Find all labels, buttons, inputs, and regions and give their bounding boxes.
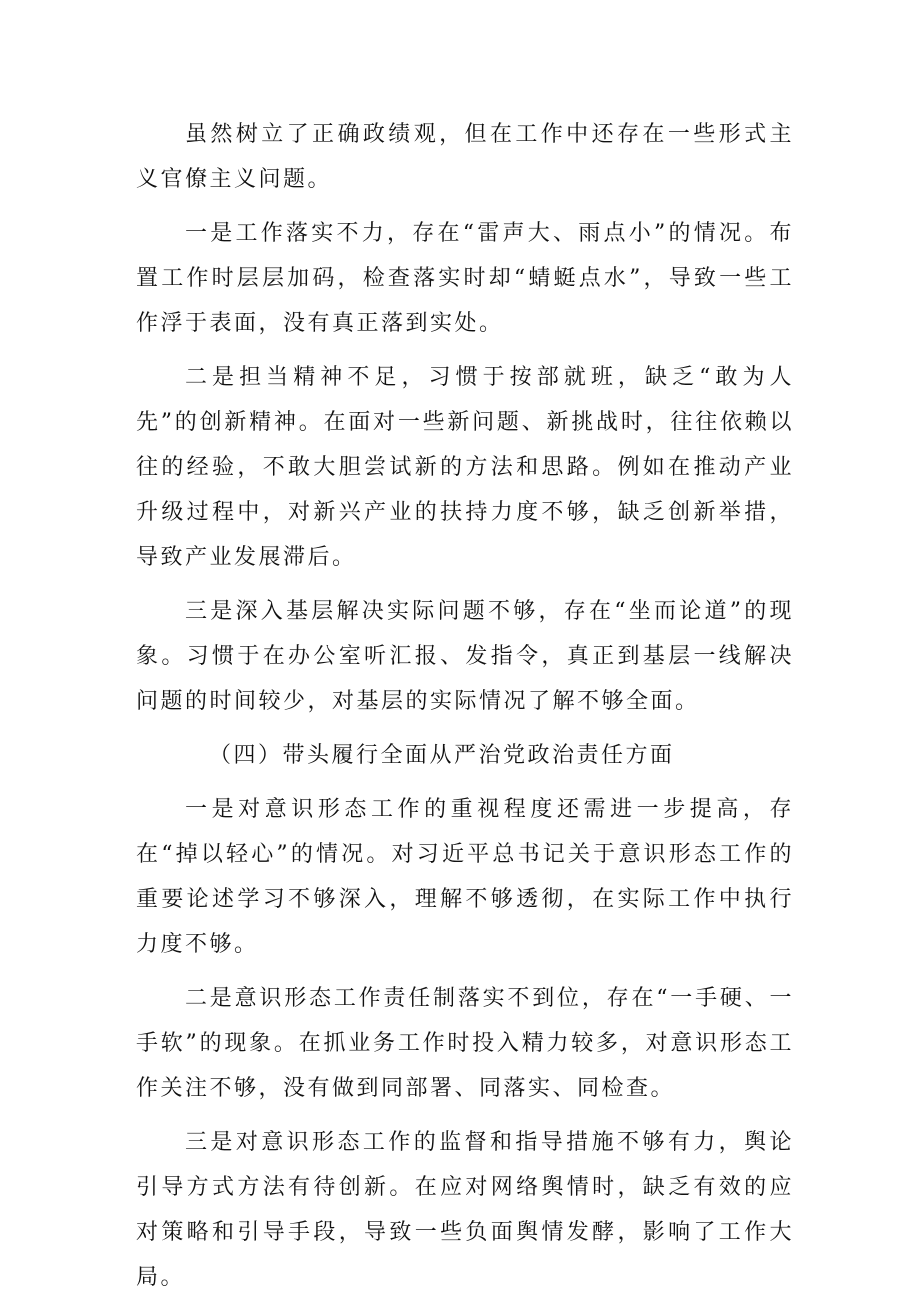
section-paragraph-3: 三是对意识形态工作的监督和指导措施不够有力，舆论引导方式方法有待创新。在应对网络舆情时，缺乏有效的应对策略和引导手段，导致一些负面舆情发酵，影响了工作大局。 xyxy=(136,1130,794,1290)
paragraph-intro: 虽然树立了正确政绩观，但在工作中还存在一些形式主义官僚主义问题。 xyxy=(136,122,794,192)
section-paragraph-1: 一是对意识形态工作的重视程度还需进一步提高，存在“掉以轻心”的情况。对习近平总书记关于意识形态工作的重要论述学习不够深入，理解不够透彻，在实际工作中执行力度不够。 xyxy=(136,797,794,957)
paragraph-point-2: 二是担当精神不足，习惯于按部就班，缺乏“敢为人先”的创新精神。在面对一些新问题、新挑战时，往往依赖以往的经验，不敢大胆尝试新的方法和思路。例如在推动产业升级过程中，对新兴产业的扶持力度不够，缺乏创新举措，导致产业发展滞后。 xyxy=(136,365,794,570)
section-heading: （四）带头履行全面从严治党政治责任方面 xyxy=(209,743,675,768)
section-paragraph-2: 二是意识形态工作责任制落实不到位，存在“一手硬、一手软”的现象。在抓业务工作时投入精力较多，对意识形态工作关注不够，没有做到同部署、同落实、同检查。 xyxy=(136,986,794,1101)
document-body xyxy=(136,112,794,1309)
paragraph-point-1: 一是工作落实不力，存在“雷声大、雨点小”的情况。布置工作时层层加码，检查落实时却“蜻蜓点水”，导致一些工作浮于表面，没有真正落到实处。 xyxy=(136,221,794,336)
paragraph-point-3: 三是深入基层解决实际问题不够，存在“坐而论道”的现象。习惯于在办公室听汇报、发指令，真正到基层一线解决问题的时间较少，对基层的实际情况了解不够全面。 xyxy=(136,599,794,714)
